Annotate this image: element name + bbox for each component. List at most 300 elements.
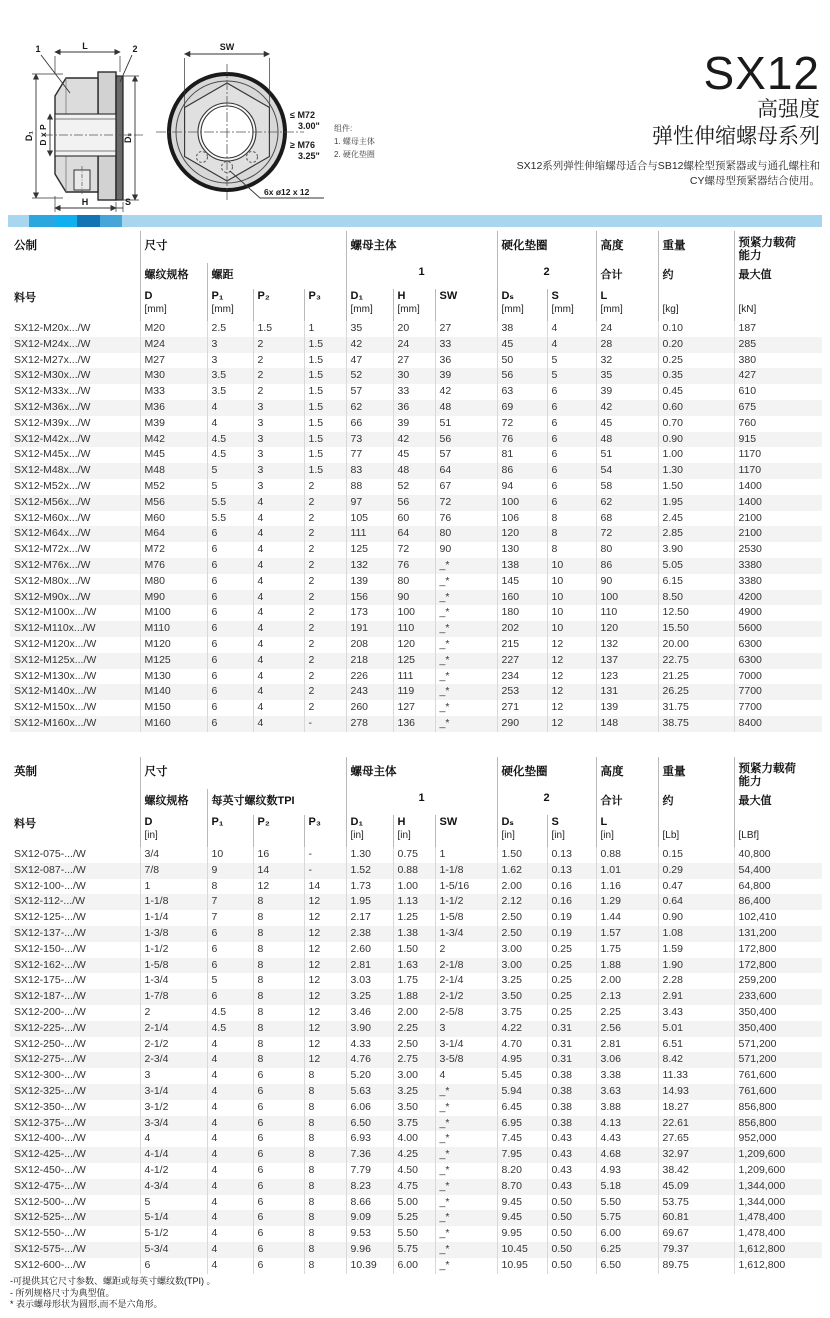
group-preload: 预紧力载荷 能力 [734, 231, 822, 263]
value-cell: 48 [596, 432, 658, 448]
table-row [10, 669, 822, 685]
value-cell: 39 [393, 416, 435, 432]
value-cell: 8.42 [658, 1052, 734, 1068]
value-cell: 1.00 [393, 879, 435, 895]
size-note-m76-in: 3.25" [298, 151, 320, 161]
part-number-cell: SX12-M24x.../W [10, 337, 140, 353]
total-label: 合计 [596, 263, 658, 289]
value-cell: 131 [596, 684, 658, 700]
value-cell: 2 [304, 542, 346, 558]
value-cell: 0.50 [547, 1258, 596, 1274]
value-cell: 1-5/16 [435, 879, 497, 895]
value-cell: 6 [547, 495, 596, 511]
table-row [10, 684, 822, 700]
value-cell: 11.33 [658, 1068, 734, 1084]
value-cell: 35 [596, 368, 658, 384]
value-cell: 5.75 [393, 1242, 435, 1258]
value-cell: 3.06 [596, 1052, 658, 1068]
value-cell: 1170 [734, 463, 822, 479]
metric-table [10, 231, 822, 732]
value-cell: 9.45 [497, 1195, 547, 1211]
value-cell: 10.39 [346, 1258, 393, 1274]
value-cell: 7/8 [140, 863, 207, 879]
value-cell: 42 [346, 337, 393, 353]
value-cell: 3 [253, 416, 304, 432]
value-cell: 130 [497, 542, 547, 558]
value-cell: 1 [140, 879, 207, 895]
value-cell: 285 [734, 337, 822, 353]
part-number-cell: SX12-M76x.../W [10, 558, 140, 574]
value-cell: 5600 [734, 621, 822, 637]
value-cell: 31.75 [658, 700, 734, 716]
part-number-cell: SX12-550-.../W [14, 1227, 86, 1240]
value-cell: 8 [253, 894, 304, 910]
col-s: S [mm] [547, 289, 596, 321]
value-cell: 0.43 [547, 1163, 596, 1179]
value-cell: 4 [253, 526, 304, 542]
value-cell: 67 [435, 479, 497, 495]
total-label: 合计 [596, 789, 658, 815]
imperial-table-header [10, 757, 822, 847]
max-label: 最大值 [734, 789, 822, 815]
value-cell: - [304, 863, 346, 879]
approx-label: 约 [658, 789, 734, 815]
value-cell: 6 [253, 1068, 304, 1084]
value-cell: 2 [435, 942, 497, 958]
col-p3: P₃ [304, 815, 346, 847]
value-cell: 6 [207, 590, 253, 606]
value-cell: 5 [207, 479, 253, 495]
value-cell: 4 [547, 321, 596, 337]
value-cell: 259,200 [734, 973, 822, 989]
value-cell: 0.25 [547, 973, 596, 989]
value-cell: 6 [207, 926, 253, 942]
value-cell: 0.13 [547, 847, 596, 863]
value-cell: 83 [346, 463, 393, 479]
part-number-cell: SX12-M100x.../W [14, 606, 97, 619]
region-label: 公制 [14, 240, 37, 252]
part-number-cell: SX12-M160x.../W [10, 716, 140, 732]
value-cell: 0.31 [547, 1021, 596, 1037]
group-weight: 重量 [658, 231, 734, 263]
value-cell: 60 [393, 511, 435, 527]
value-cell: 5.94 [497, 1084, 547, 1100]
col-s: S [in] [547, 815, 596, 847]
table-row [10, 894, 822, 910]
value-cell: 1.52 [346, 863, 393, 879]
part-number-cell: SX12-200-.../W [14, 1005, 86, 1018]
value-cell: M100 [140, 605, 207, 621]
size-note-m76: ≥ M76 [290, 140, 315, 150]
value-cell: 5.45 [497, 1068, 547, 1084]
value-cell: 4 [207, 1226, 253, 1242]
value-cell: 5.5 [207, 495, 253, 511]
value-cell: 9.53 [346, 1226, 393, 1242]
value-cell: 1.30 [658, 463, 734, 479]
value-cell: 4 [253, 558, 304, 574]
value-cell: 1170 [734, 447, 822, 463]
value-cell: 856,800 [734, 1100, 822, 1116]
blank-cell [10, 263, 140, 289]
value-cell: 7 [207, 894, 253, 910]
value-cell: 3.00 [497, 942, 547, 958]
value-cell: 110 [393, 621, 435, 637]
value-cell: 6 [547, 400, 596, 416]
value-cell: 3380 [734, 558, 822, 574]
value-cell: _* [435, 637, 497, 653]
value-cell: 5 [140, 1195, 207, 1211]
value-cell: 54 [596, 463, 658, 479]
value-cell: 57 [435, 447, 497, 463]
part-number-cell: SX12-325-.../W [10, 1084, 140, 1100]
value-cell: 4 [253, 495, 304, 511]
part-number-cell: SX12-575-.../W [10, 1242, 140, 1258]
value-cell: 3 [253, 479, 304, 495]
value-cell: 0.47 [658, 879, 734, 895]
value-cell: 2.91 [658, 989, 734, 1005]
value-cell: 4.5 [207, 432, 253, 448]
value-cell: 52 [393, 479, 435, 495]
value-cell: 2 [304, 590, 346, 606]
table-row [10, 463, 822, 479]
value-cell: 120 [393, 637, 435, 653]
value-cell: M140 [140, 684, 207, 700]
value-cell: 2 [304, 637, 346, 653]
value-cell: 0.88 [596, 847, 658, 863]
col-p3: P₃ [304, 289, 346, 321]
size-note-m72: ≤ M72 [290, 110, 315, 120]
value-cell: 42 [596, 400, 658, 416]
value-cell: 1.08 [658, 926, 734, 942]
value-cell: 0.50 [547, 1226, 596, 1242]
value-cell: 6 [207, 669, 253, 685]
value-cell: 8 [304, 1242, 346, 1258]
col-part-number: 料号 [14, 292, 36, 304]
value-cell: 3-5/8 [435, 1052, 497, 1068]
footnotes [10, 1276, 216, 1311]
col-l: L [in] [596, 815, 658, 847]
value-cell: 0.90 [658, 910, 734, 926]
value-cell: 81 [497, 447, 547, 463]
value-cell: 6 [207, 574, 253, 590]
value-cell: 0.75 [393, 847, 435, 863]
value-cell: - [304, 716, 346, 732]
value-cell: 4 [207, 1163, 253, 1179]
value-cell: 1.88 [393, 989, 435, 1005]
col-sw: SW [435, 289, 497, 321]
table-row [10, 1258, 822, 1274]
value-cell: 1.50 [658, 479, 734, 495]
value-cell: 1 [304, 321, 346, 337]
value-cell: 6 [207, 700, 253, 716]
value-cell: _* [435, 590, 497, 606]
value-cell: 28 [596, 337, 658, 353]
table-row [10, 605, 822, 621]
value-cell: 42 [435, 384, 497, 400]
value-cell: 76 [435, 511, 497, 527]
part-number-cell: SX12-M48x.../W [10, 463, 140, 479]
value-cell: 8 [304, 1210, 346, 1226]
table-row [10, 400, 822, 416]
value-cell: 22.75 [658, 653, 734, 669]
value-cell: 12 [304, 989, 346, 1005]
value-cell: 53.75 [658, 1195, 734, 1211]
value-cell: 234 [497, 669, 547, 685]
value-cell: 2-1/4 [435, 973, 497, 989]
part-number-cell: SX12-100-.../W [14, 879, 86, 892]
value-cell: 4 [207, 1147, 253, 1163]
value-cell: 7 [207, 910, 253, 926]
value-cell: 7700 [734, 700, 822, 716]
value-cell: 0.50 [547, 1210, 596, 1226]
value-cell: 3.5 [207, 384, 253, 400]
value-cell: 1.95 [346, 894, 393, 910]
value-cell: 3-1/4 [140, 1084, 207, 1100]
part-number-cell: SX12-M33x.../W [14, 385, 91, 398]
value-cell: 0.38 [547, 1100, 596, 1116]
value-cell: 350,400 [734, 1005, 822, 1021]
value-cell: 8 [304, 1068, 346, 1084]
value-cell: 2.25 [393, 1021, 435, 1037]
value-cell: 4.50 [393, 1163, 435, 1179]
value-cell: 2.85 [658, 526, 734, 542]
value-cell: _* [435, 574, 497, 590]
value-cell: 8.50 [658, 590, 734, 606]
value-cell: 4.5 [207, 447, 253, 463]
value-cell: 30 [393, 368, 435, 384]
value-cell: 4.25 [393, 1147, 435, 1163]
value-cell: 6 [207, 653, 253, 669]
value-cell: 0.50 [547, 1195, 596, 1211]
value-cell: 2 [304, 574, 346, 590]
value-cell: 1,344,000 [734, 1179, 822, 1195]
value-cell: 6 [207, 526, 253, 542]
table-row [10, 989, 822, 1005]
value-cell: 72 [497, 416, 547, 432]
value-cell: 0.38 [547, 1084, 596, 1100]
value-cell: 38.75 [658, 716, 734, 732]
value-cell: 4 [253, 653, 304, 669]
value-cell: 6 [207, 637, 253, 653]
metric-table-body [10, 321, 822, 732]
value-cell: 39 [596, 384, 658, 400]
metric-table-header [10, 231, 822, 321]
table-row [10, 1210, 822, 1226]
value-cell: M56 [140, 495, 207, 511]
value-cell: 51 [596, 447, 658, 463]
part-number-cell: SX12-300-.../W [14, 1069, 86, 1082]
value-cell: 2.50 [393, 1037, 435, 1053]
value-cell: 1,344,000 [734, 1195, 822, 1211]
value-cell: 2.50 [497, 926, 547, 942]
value-cell: 0.31 [547, 1052, 596, 1068]
value-cell: M48 [140, 463, 207, 479]
value-cell: 0.25 [547, 942, 596, 958]
imperial-table-body [10, 847, 822, 1274]
value-cell: 278 [346, 716, 393, 732]
value-cell: 1.5 [304, 400, 346, 416]
value-cell: 3-3/4 [140, 1116, 207, 1132]
value-cell: 80 [596, 542, 658, 558]
value-cell: M39 [140, 416, 207, 432]
part-number-cell: SX12-250-.../W [14, 1037, 86, 1050]
value-cell: 2.81 [596, 1037, 658, 1053]
table-row [10, 1163, 822, 1179]
group-washer: 硬化垫圈 [497, 757, 596, 789]
part-number-cell: SX12-150-.../W [14, 942, 86, 955]
value-cell: 27 [393, 353, 435, 369]
value-cell: 63 [497, 384, 547, 400]
value-cell: 2 [304, 605, 346, 621]
value-cell: 5.20 [346, 1068, 393, 1084]
accent-bar-segment [100, 215, 122, 227]
value-cell: 5 [207, 463, 253, 479]
value-cell: 4.76 [346, 1052, 393, 1068]
value-cell: 1-1/2 [435, 894, 497, 910]
value-cell: 1-1/8 [140, 894, 207, 910]
table-row [10, 973, 822, 989]
part-number-cell: SX12-475-.../W [10, 1179, 140, 1195]
value-cell: 610 [734, 384, 822, 400]
value-cell: 20.00 [658, 637, 734, 653]
value-cell: 6 [253, 1131, 304, 1147]
table-row [10, 558, 822, 574]
value-cell: 2 [304, 511, 346, 527]
part-number-cell: SX12-M42x.../W [10, 432, 140, 448]
value-cell: 8 [253, 1052, 304, 1068]
value-cell: 2100 [734, 511, 822, 527]
value-cell: 1.5 [304, 353, 346, 369]
value-cell: 1 [435, 847, 497, 863]
value-cell: 100 [497, 495, 547, 511]
imperial-table [10, 757, 822, 1274]
value-cell: 4 [253, 684, 304, 700]
value-cell: 4 [253, 716, 304, 732]
value-cell: 8 [304, 1195, 346, 1211]
col-weight-kg: [kg] [658, 289, 734, 321]
value-cell: 12 [304, 926, 346, 942]
value-cell: M24 [140, 337, 207, 353]
value-cell: 2 [304, 526, 346, 542]
value-cell: 0.88 [393, 863, 435, 879]
value-cell: 1.38 [393, 926, 435, 942]
value-cell: 76 [497, 432, 547, 448]
part-number-cell: SX12-525-.../W [10, 1210, 140, 1226]
part-number-cell: SX12-425-.../W [10, 1147, 140, 1163]
value-cell: M130 [140, 669, 207, 685]
value-cell: 32.97 [658, 1147, 734, 1163]
value-cell: 1400 [734, 495, 822, 511]
table-row [10, 653, 822, 669]
part-number-cell: SX12-M120x.../W [14, 637, 97, 650]
value-cell: 105 [346, 511, 393, 527]
part-number-cell: SX12-M150x.../W [14, 701, 97, 714]
value-cell: 227 [497, 653, 547, 669]
part-number-cell: SX12-M30x.../W [10, 368, 140, 384]
value-cell: 2.45 [658, 511, 734, 527]
value-cell: 0.25 [547, 1005, 596, 1021]
value-cell: 5-3/4 [140, 1242, 207, 1258]
value-cell: 131,200 [734, 926, 822, 942]
value-cell: 1.5 [304, 432, 346, 448]
footnote-line: - 所列规格尺寸为典型值。 [10, 1287, 115, 1298]
value-cell: 3.50 [393, 1100, 435, 1116]
value-cell: 21.25 [658, 669, 734, 685]
value-cell: 14 [304, 879, 346, 895]
value-cell: 0.38 [547, 1116, 596, 1132]
value-cell: 6 [547, 479, 596, 495]
part-number-cell: SX12-137-.../W [10, 926, 140, 942]
value-cell: 123 [596, 669, 658, 685]
accent-bar [8, 215, 822, 227]
value-cell: 8 [304, 1226, 346, 1242]
value-cell: 761,600 [734, 1068, 822, 1084]
value-cell: 64 [393, 526, 435, 542]
value-cell: 3.90 [346, 1021, 393, 1037]
legend-title: 组件: [334, 124, 353, 133]
value-cell: M64 [140, 526, 207, 542]
value-cell: _* [435, 1179, 497, 1195]
subtitle-line-1: 高强度 [757, 98, 820, 121]
value-cell: 0.25 [547, 958, 596, 974]
value-cell: 271 [497, 700, 547, 716]
value-cell: 2.13 [596, 989, 658, 1005]
value-cell: 9 [207, 863, 253, 879]
part-number-cell: SX12-M39x.../W [14, 416, 91, 429]
value-cell: 4.13 [596, 1116, 658, 1132]
value-cell: 4 [207, 1131, 253, 1147]
value-cell: 0.35 [658, 368, 734, 384]
part-number-cell: SX12-125-.../W [14, 911, 86, 924]
value-cell: 571,200 [734, 1052, 822, 1068]
value-cell: 6 [140, 1258, 207, 1274]
dim-label-h: H [81, 197, 89, 207]
value-cell: 119 [393, 684, 435, 700]
value-cell: 9.96 [346, 1242, 393, 1258]
table-row [10, 432, 822, 448]
accent-bar-segment [55, 215, 77, 227]
value-cell: 2 [253, 384, 304, 400]
value-cell: 4.5 [207, 1021, 253, 1037]
value-cell: 4 [253, 605, 304, 621]
col-ds: Dₛ [in] [497, 815, 547, 847]
col-p2: P₂ [253, 289, 304, 321]
col-weight-lb: [Lb] [658, 815, 734, 847]
value-cell: 4.70 [497, 1037, 547, 1053]
max-label: 最大值 [734, 263, 822, 289]
value-cell: 4 [207, 1084, 253, 1100]
part-number-cell: SX12-375-.../W [10, 1116, 140, 1132]
value-cell: 2 [304, 700, 346, 716]
thread-spec-label: 螺纹规格 [140, 789, 207, 815]
value-cell: 102,410 [734, 910, 822, 926]
table-row [10, 1084, 822, 1100]
value-cell: 12 [304, 958, 346, 974]
value-cell: 100 [393, 605, 435, 621]
value-cell: 4 [207, 1100, 253, 1116]
value-cell: 856,800 [734, 1116, 822, 1132]
part-number-cell: SX12-M125x.../W [10, 653, 140, 669]
value-cell: 1.30 [346, 847, 393, 863]
nut-body-number: 1 [346, 789, 497, 815]
value-cell: 0.70 [658, 416, 734, 432]
value-cell: 56 [393, 495, 435, 511]
title-block [516, 47, 820, 189]
value-cell: 12 [304, 910, 346, 926]
value-cell: 8.23 [346, 1179, 393, 1195]
table-row [10, 368, 822, 384]
value-cell: 97 [346, 495, 393, 511]
